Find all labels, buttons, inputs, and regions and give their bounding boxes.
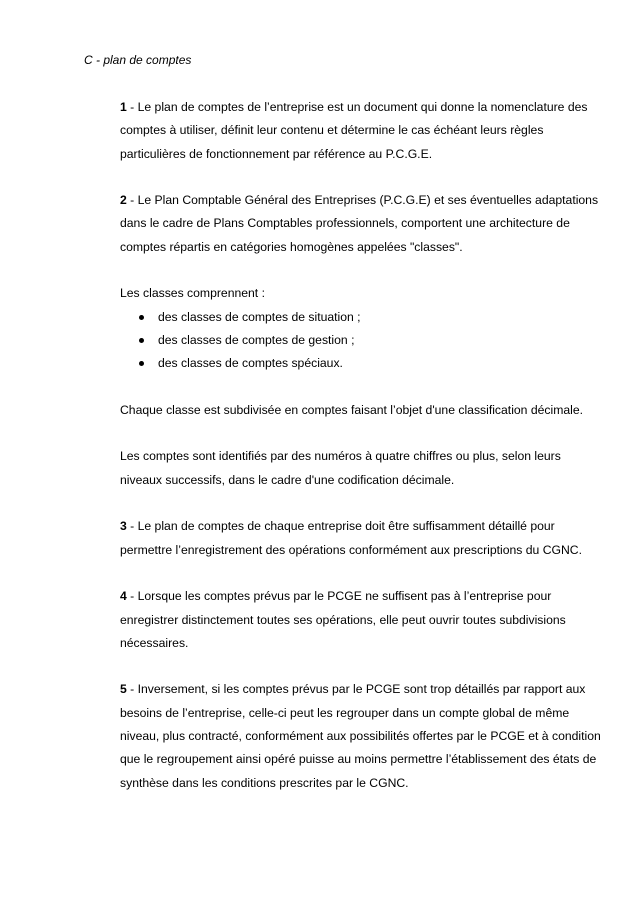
list-item: des classes de comptes de gestion ; bbox=[120, 329, 605, 352]
paragraph-text: - Inversement, si les comptes prévus par le PCGE sont trop détaillés par rapport aux besoins de l’entreprise, celle-ci peut les regrouper dans un compte global de même niveau, plus contracté, conformément aux possibilités offertes par le PCGE et à condition que le regroupement ainsi opéré puisse au moins permettre l’établissement des états de synthèse dans les conditions prescrites par le CGNC. bbox=[120, 682, 601, 790]
paragraph-identification: Les comptes sont identifiés par des numéros à quatre chiffres ou plus, selon leurs niveaux successifs, dans le cadre d'une codification décimale. bbox=[120, 449, 561, 487]
paragraph-subdivision: Chaque classe est subdivisée en comptes faisant l’objet d'une classification décimale. bbox=[120, 402, 584, 417]
document-body bbox=[120, 96, 605, 818]
paragraph-number: 1 bbox=[120, 100, 127, 114]
paragraph-number: 3 bbox=[120, 519, 127, 534]
paragraph-3 bbox=[120, 515, 605, 562]
paragraph-number: 2 bbox=[120, 193, 127, 208]
paragraph-number: 5 bbox=[120, 682, 127, 697]
paragraph-4 bbox=[120, 585, 605, 655]
classes-intro: Les classes comprennent : bbox=[120, 286, 265, 301]
paragraph-text: - Le plan de comptes de chaque entreprise doit être suffisamment détaillé pour permettre l’enregistrement des opérations conformément aux prescriptions du CGNC. bbox=[120, 519, 582, 557]
paragraph-text: - Le Plan Comptable Général des Entreprises (P.C.G.E) et ses éventuelles adaptations dans le cadre de Plans Comptables professionnels, comportent une architecture de comptes répartis en catégories homogènes appelées "classes". bbox=[120, 193, 599, 254]
list-item: des classes de comptes de situation ; bbox=[120, 306, 605, 329]
paragraph-1 bbox=[120, 96, 605, 166]
paragraph-text: - Le plan de comptes de l’entreprise est un document qui donne la nomenclature des comptes à utiliser, définit leur contenu et détermine le cas échéant leurs règles particulières de fonctionnement par référence au P.C.G.E. bbox=[120, 100, 588, 161]
paragraph-5 bbox=[120, 678, 605, 794]
section-heading: C - plan de comptes bbox=[84, 53, 192, 67]
paragraph-number: 4 bbox=[120, 589, 127, 604]
list-item: des classes de comptes spéciaux. bbox=[120, 352, 605, 375]
classes-list bbox=[120, 306, 605, 376]
paragraph-text: - Lorsque les comptes prévus par le PCGE ne suffisent pas à l’entreprise pour enregistrer distinctement toutes ses opérations, elle peut ouvrir toutes subdivisions nécessaires. bbox=[120, 589, 566, 650]
paragraph-2 bbox=[120, 189, 605, 259]
